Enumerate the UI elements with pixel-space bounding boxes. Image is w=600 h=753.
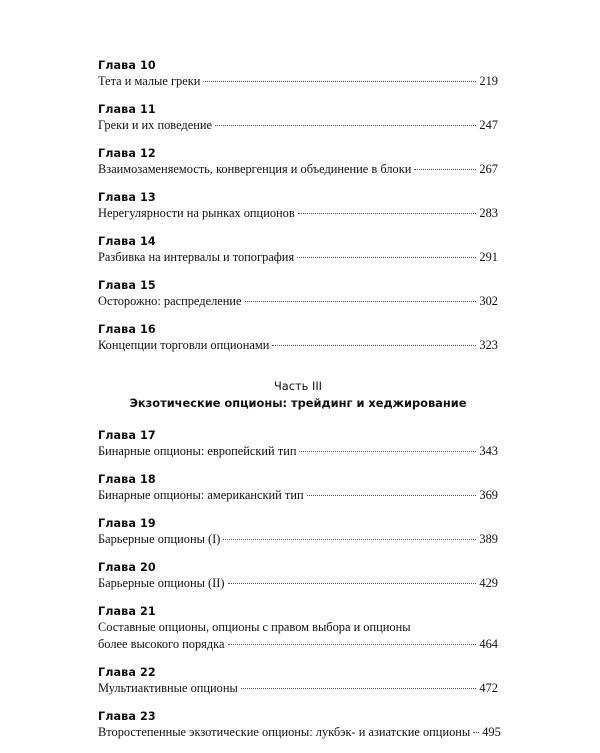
page-number: 302 xyxy=(479,294,498,308)
page-number: 369 xyxy=(479,488,498,502)
chapter-title: Барьерные опционы (I) xyxy=(98,532,221,546)
chapter-title: Взаимозаменяемость, конвергенция и объединение в блоки xyxy=(98,162,412,176)
chapter-title: Нерегулярности на рынках опционов xyxy=(98,206,295,220)
toc-line xyxy=(98,161,498,178)
toc-entry-chapter-21 xyxy=(98,604,498,653)
dot-leader xyxy=(228,644,477,645)
toc-line xyxy=(98,531,498,548)
dot-leader xyxy=(215,125,476,126)
dot-leader xyxy=(223,539,476,540)
page-number: 291 xyxy=(479,250,498,264)
toc-entry-chapter-15 xyxy=(98,278,498,310)
chapter-label: Глава 18 xyxy=(98,473,156,486)
chapter-title: более высокого порядка xyxy=(98,637,225,651)
chapter-label: Глава 13 xyxy=(98,191,156,204)
chapter-title: Мультиактивные опционы xyxy=(98,681,238,695)
page-number: 323 xyxy=(479,338,498,352)
toc-entry-chapter-22 xyxy=(98,665,498,697)
chapter-title: Барьерные опционы (II) xyxy=(98,576,225,590)
chapter-label: Глава 15 xyxy=(98,279,156,292)
chapter-label: Глава 23 xyxy=(98,710,156,723)
page-number: 495 xyxy=(482,725,501,739)
toc-line xyxy=(98,724,501,741)
chapter-label: Глава 12 xyxy=(98,147,156,160)
dot-leader xyxy=(297,257,476,258)
dot-leader xyxy=(245,301,477,302)
chapter-title: Осторожно: распределение xyxy=(98,294,242,308)
toc-line xyxy=(98,117,498,134)
toc-line xyxy=(98,487,498,504)
chapter-label: Глава 22 xyxy=(98,666,156,679)
toc-line xyxy=(98,337,498,354)
toc-entry-chapter-14 xyxy=(98,234,498,266)
dot-leader xyxy=(241,688,477,689)
page-number: 219 xyxy=(479,74,498,88)
page-number: 472 xyxy=(479,681,498,695)
toc-entry-chapter-10 xyxy=(98,58,498,90)
part-label: Часть III xyxy=(273,379,323,393)
chapter-title: Второстепенные экзотические опционы: лукбэк- и азиатские опционы xyxy=(98,725,471,739)
chapter-title: Тета и малые греки xyxy=(98,74,201,88)
toc-entry-chapter-13 xyxy=(98,190,498,222)
toc-entry-chapter-11 xyxy=(98,102,498,134)
page-number: 267 xyxy=(479,162,498,176)
chapter-label: Глава 21 xyxy=(98,605,156,618)
chapter-title: Греки и их поведение xyxy=(98,118,212,132)
toc-line xyxy=(98,680,498,697)
toc-line xyxy=(98,205,498,222)
page-number: 283 xyxy=(479,206,498,220)
part-heading xyxy=(98,378,498,412)
toc-line xyxy=(98,249,498,266)
toc-entry-chapter-16 xyxy=(98,322,498,354)
chapter-label: Глава 11 xyxy=(98,103,156,116)
page-number: 464 xyxy=(479,637,498,651)
dot-leader xyxy=(299,451,476,452)
chapter-label: Глава 10 xyxy=(98,59,156,72)
toc-entry-chapter-20 xyxy=(98,560,498,592)
chapter-title: Бинарные опционы: американский тип xyxy=(98,488,304,502)
dot-leader xyxy=(307,495,477,496)
page-number: 389 xyxy=(479,532,498,546)
dot-leader xyxy=(272,345,476,346)
chapter-label: Глава 17 xyxy=(98,429,156,442)
chapter-title: Разбивка на интервалы и топография xyxy=(98,250,295,264)
table-of-contents xyxy=(98,58,501,753)
chapter-title: Бинарные опционы: европейский тип xyxy=(98,444,297,458)
toc-line xyxy=(98,293,498,310)
dot-leader xyxy=(414,169,476,170)
page-number: 343 xyxy=(479,444,498,458)
chapter-label: Глава 16 xyxy=(98,323,156,336)
toc-entry-chapter-23 xyxy=(98,709,501,741)
dot-leader xyxy=(203,81,476,82)
chapter-label: Глава 19 xyxy=(98,517,156,530)
dot-leader xyxy=(473,732,479,733)
toc-entry-chapter-19 xyxy=(98,516,498,548)
chapter-title: Концепции торговли опционами xyxy=(98,338,270,352)
chapter-label: Глава 20 xyxy=(98,561,156,574)
dot-leader xyxy=(228,583,477,584)
toc-entry-chapter-18 xyxy=(98,472,498,504)
chapter-title-line-1: Составные опционы, опционы с правом выбора и опционы xyxy=(98,620,411,634)
dot-leader xyxy=(298,213,477,214)
toc-line xyxy=(98,443,498,460)
toc-line xyxy=(98,636,498,653)
toc-entry-chapter-12 xyxy=(98,146,498,178)
toc-entry-chapter-17 xyxy=(98,428,498,460)
toc-line xyxy=(98,73,498,90)
toc-line xyxy=(98,575,498,592)
page-number: 429 xyxy=(479,576,498,590)
part-title: Экзотические опционы: трейдинг и хеджирование xyxy=(129,396,467,410)
page-number: 247 xyxy=(479,118,498,132)
chapter-label: Глава 14 xyxy=(98,235,156,248)
